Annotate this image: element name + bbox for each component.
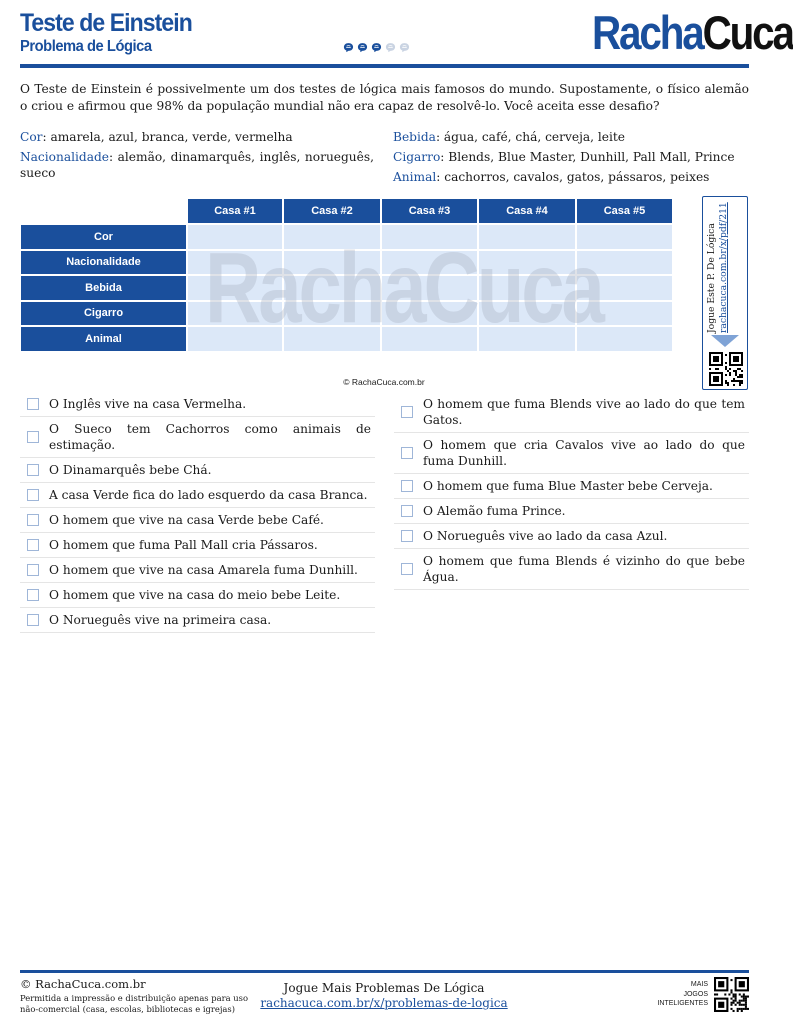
clue-item — [20, 608, 375, 633]
brain-empty-icon — [385, 42, 396, 53]
clue-checkbox[interactable] — [27, 398, 39, 410]
clue-checkbox[interactable] — [401, 406, 413, 418]
clue-item — [20, 417, 375, 458]
grid-cell[interactable] — [283, 326, 381, 352]
brain-empty-icon — [399, 42, 410, 53]
logo-part-cuca: Cuca — [702, 6, 793, 59]
more-games-line2: JOGOS — [683, 990, 708, 998]
grid-cell[interactable] — [187, 301, 283, 327]
grid-watermark: RachaCuca — [205, 232, 602, 344]
header-divider — [20, 64, 749, 68]
grid-column-header: Casa #1 — [187, 198, 283, 224]
grid-cell[interactable] — [576, 326, 673, 352]
clue-checkbox[interactable] — [401, 480, 413, 492]
clue-text: O Dinamarquês bebe Chá. — [49, 463, 212, 477]
clue-text: O homem que fuma Pall Mall cria Pássaros. — [49, 538, 318, 552]
grid-cell[interactable] — [283, 301, 381, 327]
grid-column-header: Casa #4 — [478, 198, 576, 224]
clue-text: O Sueco tem Cachorros como animais de estimação. — [49, 422, 371, 452]
more-games-label — [640, 980, 708, 1009]
clues-left — [20, 392, 375, 633]
grid-cell[interactable] — [478, 275, 576, 301]
category-key: Cor — [20, 130, 43, 144]
arrow-down-icon — [711, 335, 739, 347]
grid-cell[interactable] — [187, 250, 283, 276]
grid-cell[interactable] — [576, 250, 673, 276]
brain-filled-icon — [343, 42, 354, 53]
clue-checkbox[interactable] — [27, 539, 39, 551]
clue-checkbox[interactable] — [27, 589, 39, 601]
grid-cell[interactable] — [187, 326, 283, 352]
grid-cell[interactable] — [283, 275, 381, 301]
qr-code-footer-icon[interactable] — [714, 977, 749, 1012]
grid-cell[interactable] — [381, 326, 478, 352]
grid-cell[interactable] — [478, 250, 576, 276]
page-title: Teste de Einstein — [20, 9, 192, 37]
grid-cell[interactable] — [381, 224, 478, 250]
play-online-text — [706, 202, 730, 333]
clue-item — [20, 508, 375, 533]
footer-divider — [20, 970, 749, 973]
grid-cell[interactable] — [381, 275, 478, 301]
clue-item — [20, 558, 375, 583]
page-subtitle: Problema de Lógica — [20, 38, 152, 55]
footer-cta-text: Jogue Mais Problemas De Lógica — [283, 981, 485, 995]
play-online-box[interactable] — [702, 196, 748, 390]
grid-cell[interactable] — [478, 326, 576, 352]
categories-left — [20, 127, 374, 181]
clue-item — [394, 524, 749, 549]
category-cigarro — [393, 147, 749, 167]
category-key: Bebida — [393, 130, 436, 144]
grid-row-header: Cigarro — [20, 301, 187, 327]
grid-cell[interactable] — [187, 224, 283, 250]
grid-row-header: Nacionalidade — [20, 250, 187, 276]
clue-text: O Inglês vive na casa Vermelha. — [49, 397, 247, 411]
grid-cell[interactable] — [187, 275, 283, 301]
clue-text: O homem que cria Cavalos vive ao lado do que fuma Dunhill. — [423, 438, 745, 468]
play-online-label: Jogue Este P. De Lógica — [706, 223, 717, 333]
clue-item — [394, 433, 749, 474]
category-bebida — [393, 127, 749, 147]
footer-copyright: © RachaCuca.com.br — [20, 977, 146, 991]
brain-filled-icon — [357, 42, 368, 53]
clue-text: O homem que fuma Blends é vizinho do que bebe Água. — [423, 554, 745, 584]
clue-checkbox[interactable] — [27, 489, 39, 501]
clue-checkbox[interactable] — [27, 564, 39, 576]
category-values: : amarela, azul, branca, verde, vermelha — [42, 130, 293, 144]
clue-text: O homem que vive na casa Amarela fuma Dunhill. — [49, 563, 358, 577]
grid-cell[interactable] — [576, 301, 673, 327]
more-games-line1: MAIS — [690, 981, 708, 988]
more-games-line3: INTELIGENTES — [657, 1000, 708, 1007]
category-key: Cigarro — [393, 150, 441, 164]
brain-filled-icon — [371, 42, 382, 53]
clue-text: O Norueguês vive ao lado da casa Azul. — [423, 529, 668, 543]
grid-cell[interactable] — [478, 224, 576, 250]
clue-item — [20, 483, 375, 508]
category-nacionalidade — [20, 149, 374, 181]
clue-item — [394, 392, 749, 433]
grid-row-header: Cor — [20, 224, 187, 250]
difficulty-rating — [343, 42, 410, 53]
clue-text: O Alemão fuma Prince. — [423, 504, 566, 518]
grid-column-header: Casa #5 — [576, 198, 673, 224]
grid-column-header: Casa #3 — [381, 198, 478, 224]
clue-item — [394, 549, 749, 590]
clue-checkbox[interactable] — [27, 614, 39, 626]
play-online-link[interactable]: rachacuca.com.br/x/pdf/211 — [718, 202, 729, 333]
grid-cell[interactable] — [478, 301, 576, 327]
clue-item — [394, 499, 749, 524]
category-values: : alemão, dinamarquês, inglês, norueguês, sueco — [20, 150, 374, 180]
clue-checkbox[interactable] — [401, 530, 413, 542]
category-cor — [20, 127, 374, 147]
clue-checkbox[interactable] — [401, 447, 413, 459]
grid-cell[interactable] — [576, 224, 673, 250]
categories-right — [393, 127, 749, 187]
grid-cell[interactable] — [381, 250, 478, 276]
grid-copyright: © RachaCuca.com.br — [343, 377, 425, 387]
clues-right — [394, 392, 749, 590]
grid-cell[interactable] — [283, 250, 381, 276]
clue-item — [20, 533, 375, 558]
footer-license-text: Permitida a impressão e distribuição apenas para uso não-comercial (casa, escolas, bibliotecas e igrejas) — [20, 993, 249, 1014]
grid-cell[interactable] — [381, 301, 478, 327]
clue-checkbox[interactable] — [401, 505, 413, 517]
clue-text: O homem que vive na casa do meio bebe Leite. — [49, 588, 341, 602]
rachacuca-logo[interactable] — [592, 8, 793, 58]
footer-cta-link[interactable]: rachacuca.com.br/x/problemas-de-logica — [260, 996, 508, 1010]
grid-row-header: Bebida — [20, 275, 187, 301]
clue-checkbox[interactable] — [27, 514, 39, 526]
clue-checkbox[interactable] — [27, 464, 39, 476]
clue-checkbox[interactable] — [401, 563, 413, 575]
clue-text: O Norueguês vive na primeira casa. — [49, 613, 272, 627]
category-key: Animal — [393, 170, 437, 184]
grid-cell[interactable] — [576, 275, 673, 301]
intro-paragraph: O Teste de Einstein é possivelmente um dos testes de lógica mais famosos do mundo. Supostamente, o físico alemão o criou e afirmou que 98% da população mundial não era capaz de resolvê-lo. Você aceita esse desafio? — [20, 82, 749, 113]
category-values: : água, café, chá, cerveja, leite — [435, 130, 625, 144]
category-key: Nacionalidade — [20, 150, 109, 164]
grid-column-header: Casa #2 — [283, 198, 381, 224]
clue-item — [20, 392, 375, 417]
clue-item — [394, 474, 749, 499]
grid-row-header: Animal — [20, 326, 187, 352]
footer-cta — [254, 981, 514, 1011]
logo-part-racha: Racha — [592, 6, 703, 59]
category-values: : Blends, Blue Master, Dunhill, Pall Mall, Prince — [440, 150, 735, 164]
clue-text: O homem que vive na casa Verde bebe Café. — [49, 513, 324, 527]
category-animal — [393, 167, 749, 187]
grid-cell[interactable] — [283, 224, 381, 250]
clue-text: O homem que fuma Blue Master bebe Cerveja. — [423, 479, 713, 493]
category-values: : cachorros, cavalos, gatos, pássaros, peixes — [436, 170, 710, 184]
clue-text: O homem que fuma Blends vive ao lado do que tem Gatos. — [423, 397, 745, 427]
clue-item — [20, 583, 375, 608]
clue-text: A casa Verde fica do lado esquerdo da casa Branca. — [49, 488, 368, 502]
clue-item — [20, 458, 375, 483]
clue-checkbox[interactable] — [27, 431, 39, 443]
footer-license — [20, 977, 260, 1015]
